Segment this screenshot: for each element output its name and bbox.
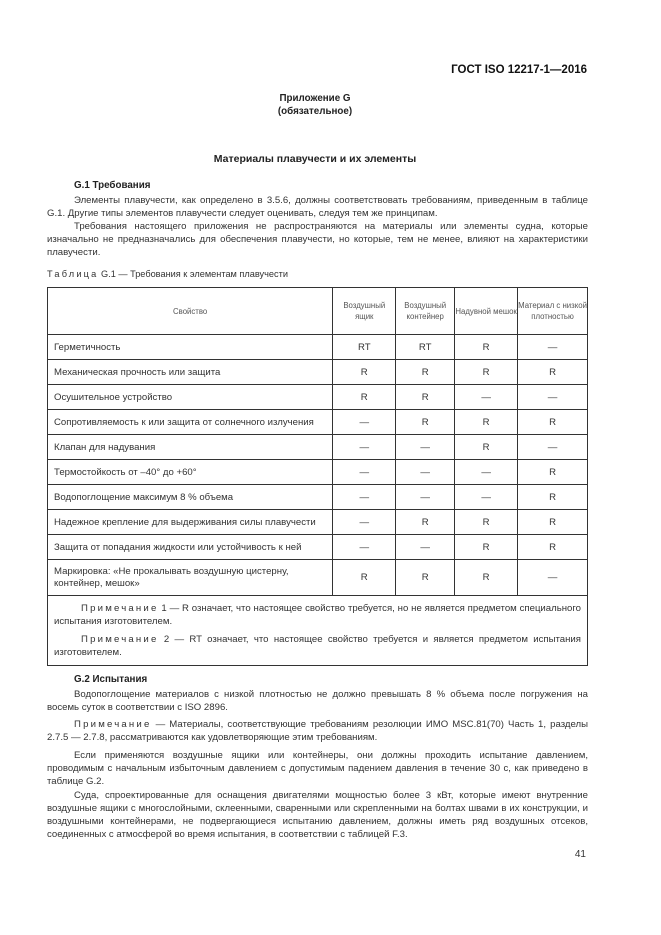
value-cell: —	[518, 385, 588, 410]
value-cell: R	[455, 335, 518, 360]
table-header-row	[48, 288, 588, 335]
page-title: Материалы плавучести и их элементы	[213, 153, 417, 165]
property-cell: Герметичность	[48, 335, 333, 360]
value-cell: R	[333, 385, 396, 410]
value-cell: R	[333, 560, 396, 596]
note-text: 2 — RT означает, что настоящее свойство требуется и является предметом испытания изготовителем.	[54, 634, 581, 658]
value-cell: RT	[396, 335, 455, 360]
value-cell: —	[396, 460, 455, 485]
note-label: Примечание	[81, 634, 159, 645]
value-cell: R	[333, 360, 396, 385]
value-cell: —	[455, 385, 518, 410]
value-cell: —	[396, 485, 455, 510]
value-cell: R	[455, 510, 518, 535]
value-cell: R	[396, 510, 455, 535]
table-row	[48, 335, 588, 360]
value-cell: R	[518, 460, 588, 485]
property-cell: Осушительное устройство	[48, 385, 333, 410]
value-cell: R	[455, 560, 518, 596]
header-cell: Воздушный контейнер	[396, 288, 455, 335]
value-cell: —	[518, 335, 588, 360]
value-cell: R	[396, 385, 455, 410]
table-row	[48, 560, 588, 596]
g1-paragraph: Требования настоящего приложения не распространяются на материалы или элементы судна, которые изначально не предназначались для обеспечения плавучести, но которые, тем не менее, влияют на характеристики плавучести.	[47, 221, 588, 258]
note-text: — Материалы, соответствующие требованиям резолюции ИМО MSC.81(70) Часть 1, разделы 2.7.5 — 2.7.8, рассматриваются как удовлетворяющие этим требованиям.	[47, 719, 588, 743]
appendix-title: Приложение G	[279, 93, 351, 104]
value-cell: R	[455, 410, 518, 435]
value-cell: —	[333, 510, 396, 535]
table-row	[48, 360, 588, 385]
g2-paragraph: Если применяются воздушные ящики или контейнеры, они должны проходить испытание давлением, проводимым с начальным избыточным давлением с допустимым падением давления в течение 30 с, как приведено в таблице G.2.	[47, 750, 588, 787]
value-cell: —	[333, 410, 396, 435]
header-cell: Надувной мешок	[455, 288, 518, 335]
property-cell: Клапан для надувания	[48, 435, 333, 460]
table-caption	[47, 269, 288, 279]
value-cell: R	[518, 510, 588, 535]
property-cell: Механическая прочность или защита	[48, 360, 333, 385]
value-cell: R	[455, 535, 518, 560]
page-number: 41	[574, 849, 586, 860]
value-cell: RT	[333, 335, 396, 360]
value-cell: R	[518, 410, 588, 435]
value-cell: —	[396, 535, 455, 560]
value-cell: R	[396, 560, 455, 596]
value-cell: R	[518, 535, 588, 560]
note-label: Примечание	[74, 719, 152, 730]
property-cell: Маркировка: «Не прокалывать воздушную цистерну, контейнер, мешок»	[48, 560, 333, 596]
table-row	[48, 485, 588, 510]
value-cell: R	[396, 360, 455, 385]
g2-paragraph: Суда, спроектированные для оснащения двигателями мощностью более 3 кВт, которые имеют внутренние воздушные ящики с многослойными, склеенными, сваренными или скрепленными на болтах швами в их конструкции, и воздушными контейнерами, не подвергающиеся испытанию давлением, должны иметь ряд воздушных отсеков, соединенных с атмосферой во время испытания, в соответствии с таблицей F.3.	[47, 790, 588, 840]
value-cell: R	[455, 435, 518, 460]
header-cell: Свойство	[48, 288, 333, 335]
value-cell: —	[333, 485, 396, 510]
property-cell: Водопоглощение максимум 8 % объема	[48, 485, 333, 510]
header-cell: Воздушный ящик	[333, 288, 396, 335]
property-cell: Защита от попадания жидкости или устойчивость к ней	[48, 535, 333, 560]
note-label: Примечание	[81, 603, 159, 614]
value-cell: R	[396, 410, 455, 435]
value-cell: R	[518, 485, 588, 510]
value-cell: —	[518, 560, 588, 596]
table-row	[48, 385, 588, 410]
value-cell: —	[396, 435, 455, 460]
table-row	[48, 435, 588, 460]
value-cell: —	[518, 435, 588, 460]
section-g1-heading: G.1 Требования	[74, 180, 151, 191]
value-cell: —	[455, 460, 518, 485]
value-cell: —	[333, 460, 396, 485]
g2-note	[47, 718, 588, 744]
table-notes	[48, 596, 588, 666]
table-row	[48, 510, 588, 535]
table-row	[48, 410, 588, 435]
standard-header: ГОСТ ISO 12217-1—2016	[451, 64, 587, 76]
value-cell: —	[455, 485, 518, 510]
property-cell: Надежное крепление для выдерживания силы плавучести	[48, 510, 333, 535]
value-cell: R	[518, 360, 588, 385]
property-cell: Сопротивляемость к или защита от солнечного излучения	[48, 410, 333, 435]
caption-label: Таблица	[47, 269, 99, 279]
requirements-table	[47, 287, 588, 666]
table-row	[48, 535, 588, 560]
value-cell: —	[333, 435, 396, 460]
caption-text: G.1 — Требования к элементам плавучести	[101, 269, 288, 279]
property-cell: Термостойкость от –40° до +60°	[48, 460, 333, 485]
header-cell: Материал с низкой плотностью	[518, 288, 588, 335]
table-row	[48, 460, 588, 485]
note-text: 1 — R означает, что настоящее свойство требуется, но не является предметом специального испытания изготовителем.	[54, 603, 581, 627]
g1-paragraph: Элементы плавучести, как определено в 3.5.6, должны соответствовать требованиям, приведенным в таблице G.1. Другие типы элементов плавучести следует оценивать, следуя тем же принципам.	[47, 195, 588, 219]
g2-paragraph: Водопоглощение материалов с низкой плотностью не должно превышать 8 % объема после погружения на восемь суток в соответствии с ISO 2896.	[47, 689, 588, 713]
appendix-status: (обязательное)	[277, 106, 353, 117]
value-cell: R	[455, 360, 518, 385]
section-g2-heading: G.2 Испытания	[74, 674, 148, 685]
value-cell: —	[333, 535, 396, 560]
